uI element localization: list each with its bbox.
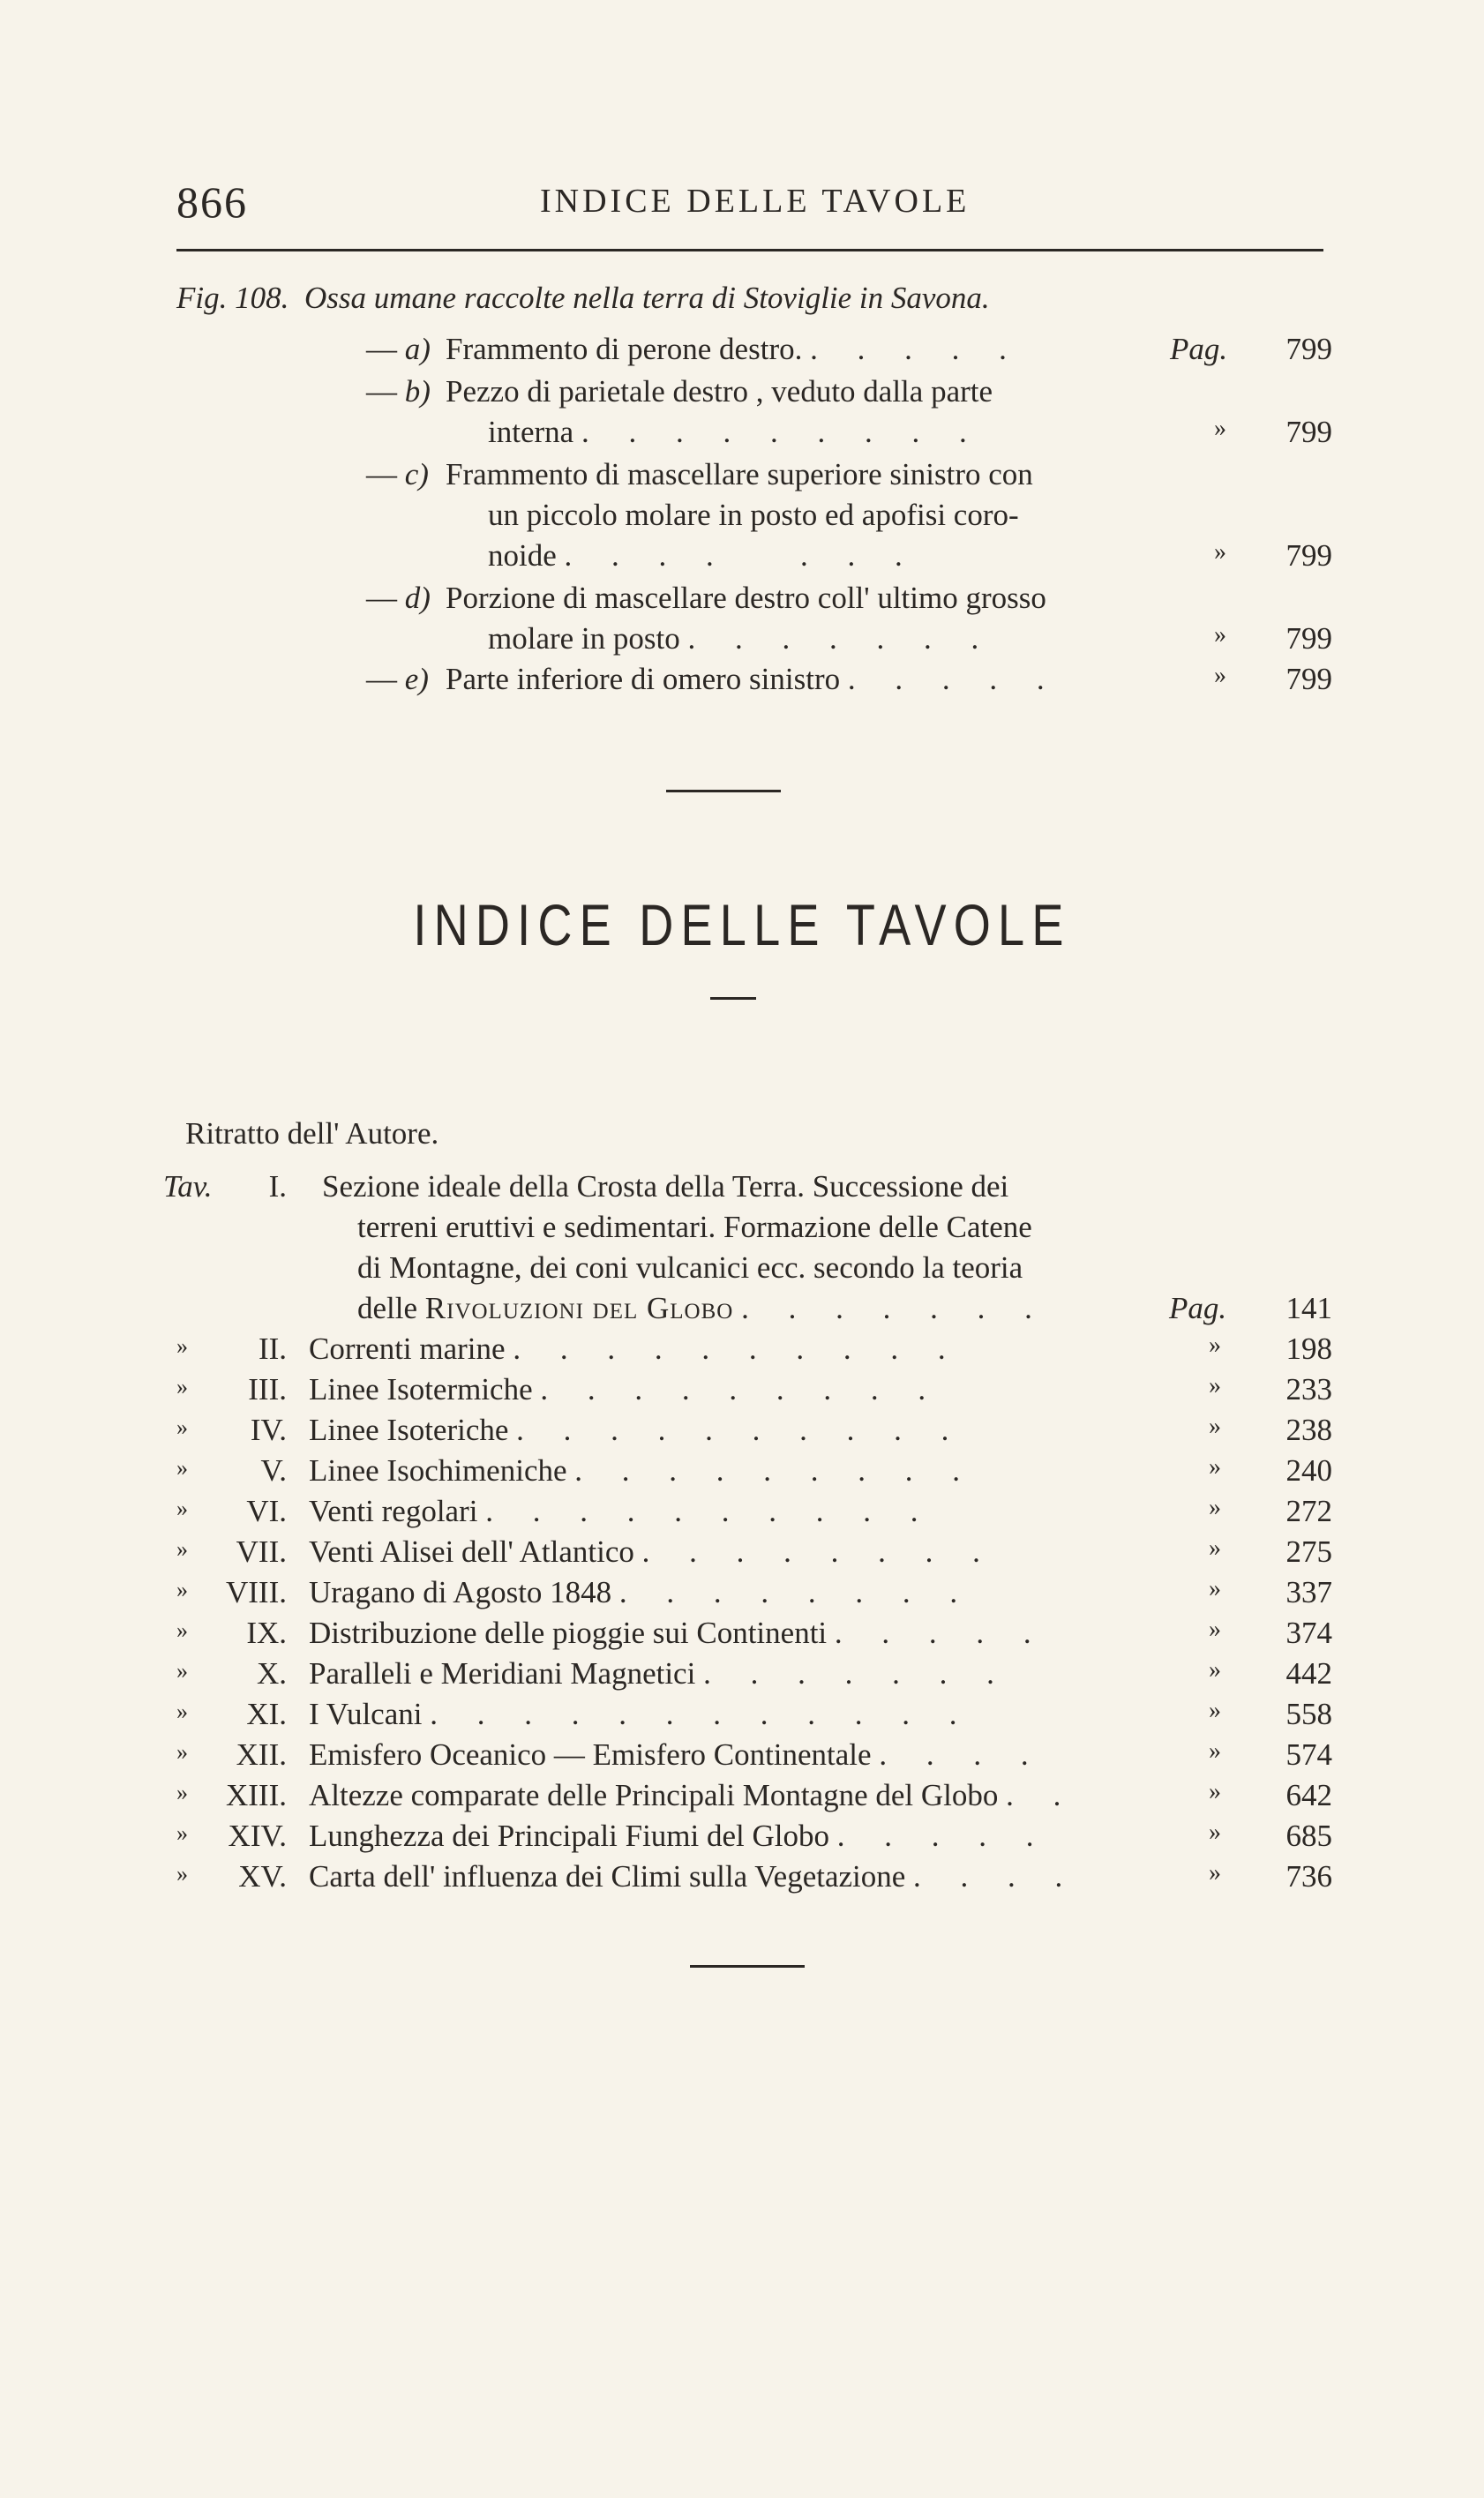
page-prefix: Pag.	[1169, 1291, 1227, 1325]
leader-dots: . . . . . . . . . .	[516, 1413, 965, 1447]
plate-item-8	[159, 1575, 1332, 1616]
plate-item-1-cont3	[159, 1291, 1332, 1332]
ditto-mark: »	[1209, 1656, 1221, 1684]
leader-dots: . . . . . . . . .	[574, 1453, 977, 1488]
plate-number: X.	[256, 1656, 287, 1691]
page-value: 198	[1285, 1332, 1332, 1366]
plate-item-4	[159, 1413, 1332, 1453]
leader-dots: . . . . . . . . .	[581, 415, 983, 449]
leader-dots: . . . .	[879, 1737, 1045, 1772]
figure-item-b-cont	[176, 415, 1332, 455]
plate-text: Altezze comparate delle Principali Montagne del Globo	[309, 1778, 999, 1812]
plate-text: Linee Isotermiche	[309, 1372, 533, 1407]
leader-dots: . . . . . . .	[687, 621, 995, 656]
plate-item-5	[159, 1453, 1332, 1494]
plate-item-2	[159, 1332, 1332, 1372]
ditto-mark: »	[176, 1820, 188, 1846]
plate-text: terreni eruttivi e sedimentari. Formazione delle Catene	[357, 1210, 1032, 1244]
leader-dots: . . . . . . .	[703, 1656, 1010, 1691]
figure-item-b: — b) Pezzo di parietale destro , veduto dalla parte	[366, 374, 993, 409]
page-value: 685	[1285, 1819, 1332, 1853]
item-text: molare in posto	[488, 621, 680, 656]
plate-number: XIV.	[228, 1819, 287, 1853]
portrait-entry: Ritratto dell' Autore.	[185, 1116, 439, 1151]
separator-rule	[666, 790, 781, 792]
leader-dots: . . . . . . . .	[641, 1534, 996, 1569]
item-text: Frammento di perone destro.	[446, 332, 803, 366]
ditto-mark: »	[176, 1577, 188, 1602]
plate-number: XIII.	[226, 1778, 287, 1812]
plate-number: XI.	[246, 1697, 287, 1731]
plate-text: Lunghezza dei Principali Fiumi del Globo	[309, 1819, 830, 1853]
item-text: Pezzo di parietale destro , veduto dalla parte	[446, 374, 993, 409]
page-value: 442	[1285, 1656, 1332, 1691]
plate-text: Distribuzione delle pioggie sui Continenti	[309, 1616, 828, 1650]
ditto-mark: »	[1214, 415, 1226, 442]
running-header	[176, 176, 1323, 229]
plate-item-9	[159, 1616, 1332, 1656]
figure-heading	[176, 281, 1332, 321]
plate-text: Sezione ideale della Crosta della Terra. Successione dei	[322, 1169, 1009, 1204]
plate-text: Uragano di Agosto 1848	[309, 1575, 612, 1609]
ditto-mark: »	[1209, 1534, 1221, 1562]
item-text: Porzione di mascellare destro coll' ultimo grosso	[446, 581, 1046, 615]
plate-number: XII.	[236, 1737, 287, 1772]
plate-item-1-cont	[159, 1210, 1332, 1250]
item-letter: e)	[404, 662, 429, 696]
ditto-mark: »	[176, 1780, 188, 1805]
ditto-mark: »	[176, 1699, 188, 1724]
page-value: 799	[1285, 621, 1332, 656]
item-text: noide	[488, 538, 557, 573]
plate-item-15	[159, 1859, 1332, 1900]
ditto-mark: »	[1209, 1453, 1221, 1481]
page-value: 799	[1285, 538, 1332, 573]
item-text: Frammento di mascellare superiore sinistro con	[446, 457, 1033, 491]
plate-text: Paralleli e Meridiani Magnetici	[309, 1656, 696, 1691]
ditto-mark: »	[176, 1739, 188, 1765]
ditto-mark: »	[1209, 1575, 1221, 1602]
figure-label: Fig. 108.	[176, 281, 289, 315]
plate-number: XV.	[238, 1859, 287, 1894]
page-value: 233	[1285, 1372, 1332, 1407]
ditto-mark: »	[176, 1536, 188, 1562]
item-text: interna	[488, 415, 574, 449]
ditto-mark: »	[176, 1617, 188, 1643]
ditto-mark: »	[176, 1496, 188, 1521]
page-value: 736	[1285, 1859, 1332, 1894]
end-rule	[690, 1965, 805, 1968]
plate-item-14	[159, 1819, 1332, 1859]
ditto-mark: »	[1209, 1494, 1221, 1521]
ditto-mark: »	[1214, 621, 1226, 649]
leader-dots: . .	[1006, 1778, 1077, 1812]
plate-item-3	[159, 1372, 1332, 1413]
page-value: 240	[1285, 1453, 1332, 1488]
plate-item-7	[159, 1534, 1332, 1575]
figure-item-a: — a) Frammento di perone destro. . . . . . Pag. 799	[366, 332, 1332, 366]
ditto-mark: »	[1209, 1819, 1221, 1846]
ditto-mark: »	[1209, 1778, 1221, 1805]
plate-number: II.	[258, 1332, 287, 1366]
header-rule	[176, 249, 1323, 251]
item-text: un piccolo molare in posto ed apofisi coro-	[488, 498, 1019, 532]
plate-number: I.	[268, 1169, 287, 1204]
figure-item-d: — d) Porzione di mascellare destro coll' ultimo grosso	[366, 581, 1046, 615]
page-value: 374	[1285, 1616, 1332, 1650]
plate-text: Venti Alisei dell' Atlantico	[309, 1534, 634, 1569]
leader-dots: . . . . . . . . . .	[513, 1332, 962, 1366]
page-value: 141	[1285, 1291, 1332, 1325]
plate-text: Linee Isoteriche	[309, 1413, 509, 1447]
ditto-mark: »	[1214, 538, 1226, 566]
leader-dots: . . . . . . .	[564, 538, 918, 573]
figure-item-e: — e) Parte inferiore di omero sinistro . . . . . » 799	[366, 662, 1332, 696]
ditto-mark: »	[1209, 1372, 1221, 1399]
leader-dots: . . . . .	[836, 1819, 1050, 1853]
ditto-mark: »	[1209, 1697, 1221, 1724]
plate-item-1	[159, 1169, 1332, 1210]
plate-item-11	[159, 1697, 1332, 1737]
leader-dots: . . . . .	[810, 332, 1023, 366]
leader-dots: . . . . . . . .	[618, 1575, 974, 1609]
ditto-mark: »	[176, 1455, 188, 1481]
title-rule	[710, 997, 756, 1000]
plate-number: VII.	[236, 1534, 287, 1569]
ditto-mark: »	[1209, 1616, 1221, 1643]
plate-number: V.	[260, 1453, 287, 1488]
page-value: 238	[1285, 1413, 1332, 1447]
plate-item-6	[159, 1494, 1332, 1534]
leader-dots: . . . . .	[834, 1616, 1047, 1650]
plate-text: I Vulcani	[309, 1697, 423, 1731]
item-letter: b)	[404, 374, 431, 409]
running-title: INDICE DELLE TAVOLE	[540, 183, 971, 220]
page-value: 574	[1285, 1737, 1332, 1772]
plate-text: Emisfero Oceanico — Emisfero Continentale	[309, 1737, 872, 1772]
leader-dots: . . . . . . . . . . . .	[430, 1697, 973, 1731]
ditto-mark: »	[176, 1861, 188, 1887]
figure-item-c-cont2	[176, 538, 1332, 579]
leader-dots: . . . . . . . . . .	[485, 1494, 934, 1528]
page-value: 642	[1285, 1778, 1332, 1812]
ditto-mark: »	[176, 1658, 188, 1684]
leader-dots: . . . . .	[847, 662, 1061, 696]
page-value: 337	[1285, 1575, 1332, 1609]
plate-text: Venti regolari	[309, 1494, 478, 1528]
ditto-mark: »	[1209, 1737, 1221, 1765]
plate-text: Linee Isochimeniche	[309, 1453, 567, 1488]
plate-text: Carta dell' influenza dei Climi sulla Vegetazione	[309, 1859, 906, 1894]
ditto-mark: »	[1209, 1413, 1221, 1440]
plate-item-13	[159, 1778, 1332, 1819]
ditto-mark: »	[1214, 662, 1226, 689]
ditto-mark: »	[176, 1414, 188, 1440]
leader-dots: . . . . . . .	[741, 1291, 1048, 1325]
leader-dots: . . . .	[913, 1859, 1079, 1894]
plate-item-1-cont2	[159, 1250, 1332, 1291]
ditto-mark: »	[1209, 1859, 1221, 1887]
plate-number: III.	[248, 1372, 287, 1407]
plate-text: di Montagne, dei coni vulcanici ecc. secondo la teoria	[357, 1250, 1023, 1285]
ditto-mark: »	[176, 1333, 188, 1359]
plate-text: Correnti marine	[309, 1332, 506, 1366]
page-value: 799	[1285, 332, 1332, 366]
ditto-mark: »	[1209, 1332, 1221, 1359]
item-text: Parte inferiore di omero sinistro	[446, 662, 841, 696]
plate-number: VIII.	[226, 1575, 287, 1609]
leader-dots: . . . . . . . . .	[540, 1372, 942, 1407]
plate-number: IV.	[250, 1413, 287, 1447]
ditto-mark: »	[176, 1374, 188, 1399]
plate-number: VI.	[246, 1494, 287, 1528]
page-value: 799	[1285, 662, 1332, 696]
figure-title: Ossa umane raccolte nella terra di Stoviglie in Savona.	[304, 281, 990, 315]
item-letter: c)	[404, 457, 429, 491]
item-letter: a)	[404, 332, 431, 366]
page-value: 275	[1285, 1534, 1332, 1569]
plate-text-smallcaps: Rivoluzioni del Globo	[424, 1291, 734, 1325]
plate-item-12	[159, 1737, 1332, 1778]
plate-number: IX.	[246, 1616, 287, 1650]
plate-text: delle	[357, 1291, 418, 1325]
figure-item-c-cont	[176, 498, 1332, 538]
plate-item-10	[159, 1656, 1332, 1697]
page-value: 272	[1285, 1494, 1332, 1528]
figure-item-d-cont	[176, 621, 1332, 662]
plate-label: Tav.	[163, 1169, 213, 1204]
item-letter: d)	[404, 581, 431, 615]
page-value: 799	[1285, 415, 1332, 449]
section-title: INDICE DELLE TAVOLE	[413, 892, 1071, 957]
page-prefix: Pag.	[1170, 332, 1228, 366]
page-value: 558	[1285, 1697, 1332, 1731]
page-number: 866	[176, 177, 248, 227]
figure-item-c: — c) Frammento di mascellare superiore sinistro con	[366, 457, 1033, 491]
